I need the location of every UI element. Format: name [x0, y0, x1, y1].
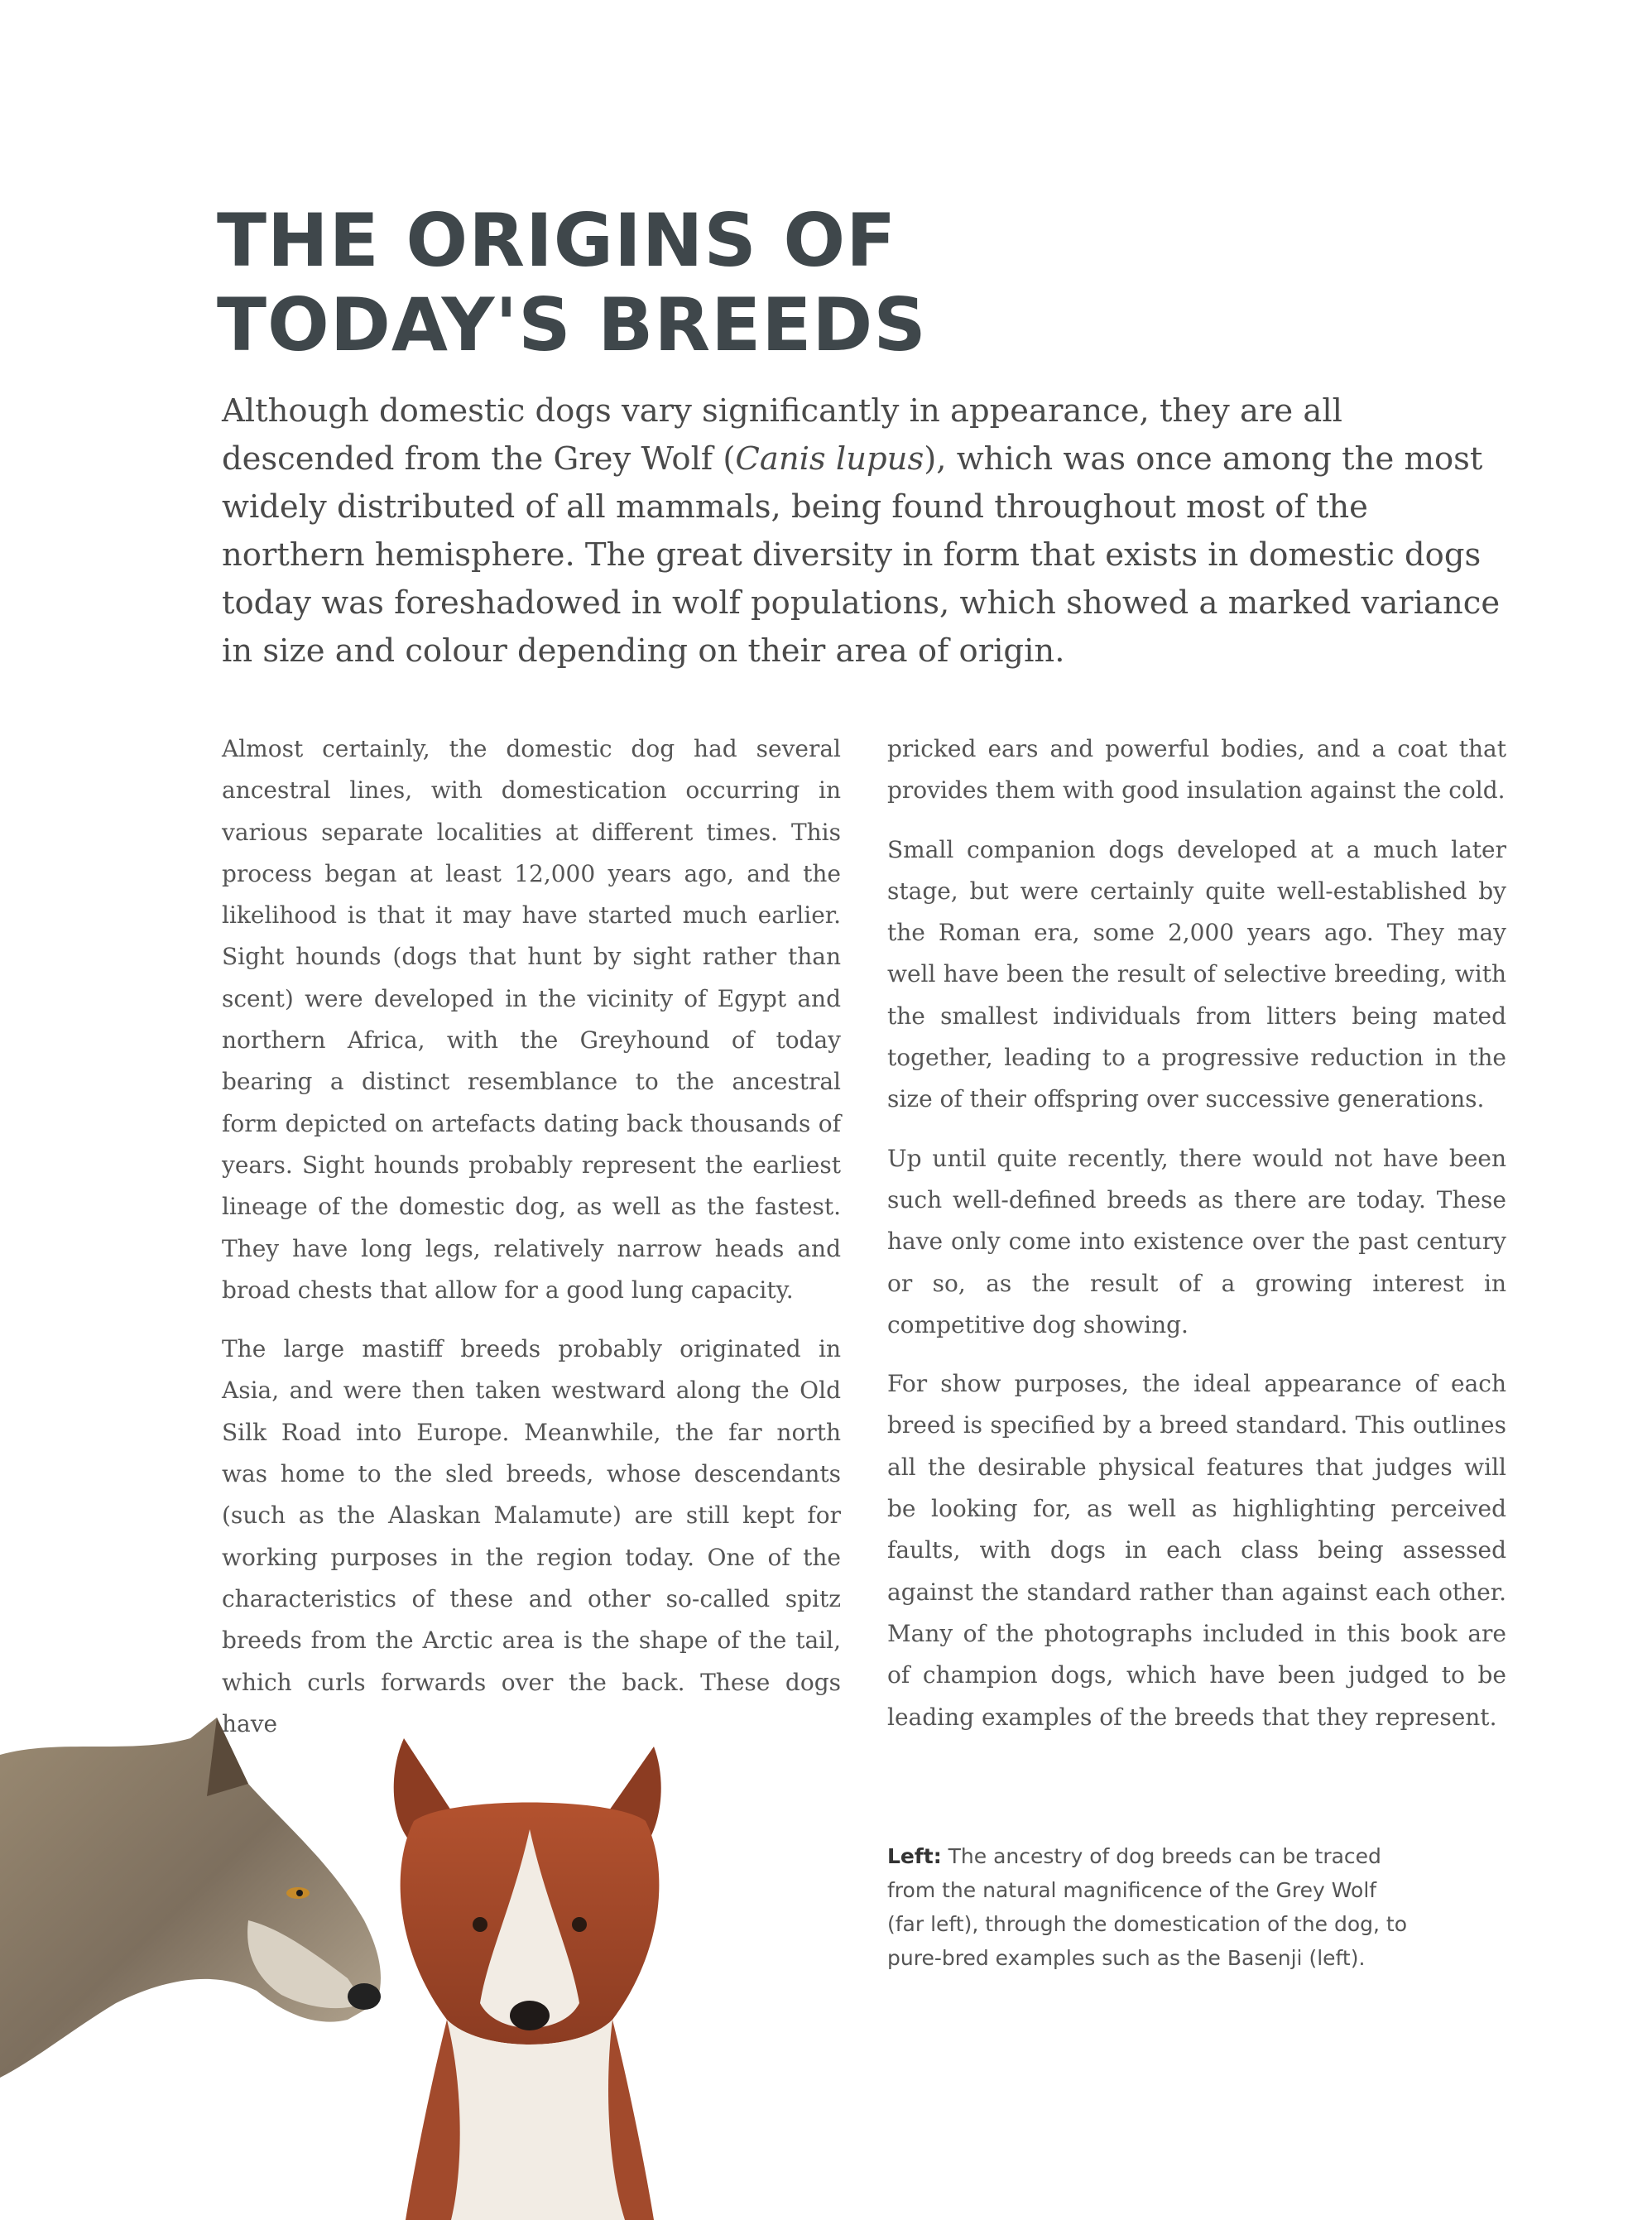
left-paragraph-1: Almost certainly, the domestic dog had several ancestral lines, with domestication occurring in various separate localities at different times. This process began at least 12,000 years ago, and the likelihood is that it may have started much earlier. Sight hounds (dogs that hunt by sight rather than scent) were developed in the vicinity of Egypt and northern Africa, with the Greyhound of today bearing a distinct resemblance to the ancestral form depicted on artefacts dating back thousands of years. Sight hounds probably represent the earliest lineage of the domestic dog, as well as the fastest. They have long legs, relatively narrow heads and broad chests that allow for a good lung capacity. — [222, 735, 841, 1304]
right-paragraph-1: pricked ears and powerful bodies, and a coat that provides them with good insulation against the cold. — [887, 735, 1506, 805]
caption-text: The ancestry of dog breeds can be traced from the natural magnificence of the Grey Wolf (far left), through the domestication of the dog, to pure-bred examples such as the Basenji (left). — [887, 1844, 1408, 1970]
grey-wolf-illustration — [0, 1718, 381, 2078]
left-paragraph-2: The large mastiff breeds probably originated in Asia, and were then taken westward along the Old Silk Road into Europe. Meanwhile, the far north was home to the sled breeds, whose descendants (such as the Alaskan Malamute) are still kept for working purposes in the region today. One of the characteristics of these and other so-called spitz breeds from the Arctic area is the shape of the tail, which curls forwards over the back. These dogs have — [222, 1335, 841, 1737]
intro-scientific-name: Canis lupus — [735, 440, 924, 478]
right-paragraph-2: Small companion dogs developed at a much later stage, but were certainly quite well-established by the Roman era, some 2,000 years ago. They may well have been the result of selective breeding, with the smallest individuals from litters being mated together, leading to a progressive reduction in the size of their offspring over successive generations. — [887, 835, 1506, 1113]
right-paragraph-4: For show purposes, the ideal appearance of each breed is specified by a breed standard. This outlines all the desirable physical features that judges will be looking for, as well as highlighting perceived faults, with dogs in each class being assessed against the standard rather than against each other. Many of the photographs included in this book are of champion dogs, which have been judged to be leading examples of the breeds that they represent. — [887, 1370, 1506, 1731]
intro-text-after: ), which was once among the most widely distributed of all mammals, being found throughout most of the northern hemisphere. The great diversity in form that exists in domestic dogs today was foreshadowed in wolf populations, which showed a marked variance in size and colour depending on their area of origin. — [222, 440, 1501, 670]
intro-paragraph — [222, 387, 1501, 675]
left-column — [222, 728, 841, 1762]
photo-caption — [887, 1839, 1417, 1975]
title-line-1: THE ORIGINS OF — [217, 198, 897, 283]
right-paragraph-3: Up until quite recently, there would not have been such well-defined breeds as there are today. These have only come into existence over the past century or so, as the result of a growing interest in competitive dog showing. — [887, 1144, 1506, 1338]
intro-text-before: Although domestic dogs vary significantly in appearance, they are all descended from the Grey Wolf ( — [222, 392, 1342, 478]
page-title — [217, 199, 1045, 368]
wolf-and-basenji-photo — [0, 1705, 712, 2220]
title-line-2: TODAY'S BREEDS — [217, 282, 927, 368]
basenji-illustration — [394, 1738, 661, 2220]
caption-label: Left: — [887, 1844, 942, 1868]
right-column — [887, 728, 1506, 1756]
